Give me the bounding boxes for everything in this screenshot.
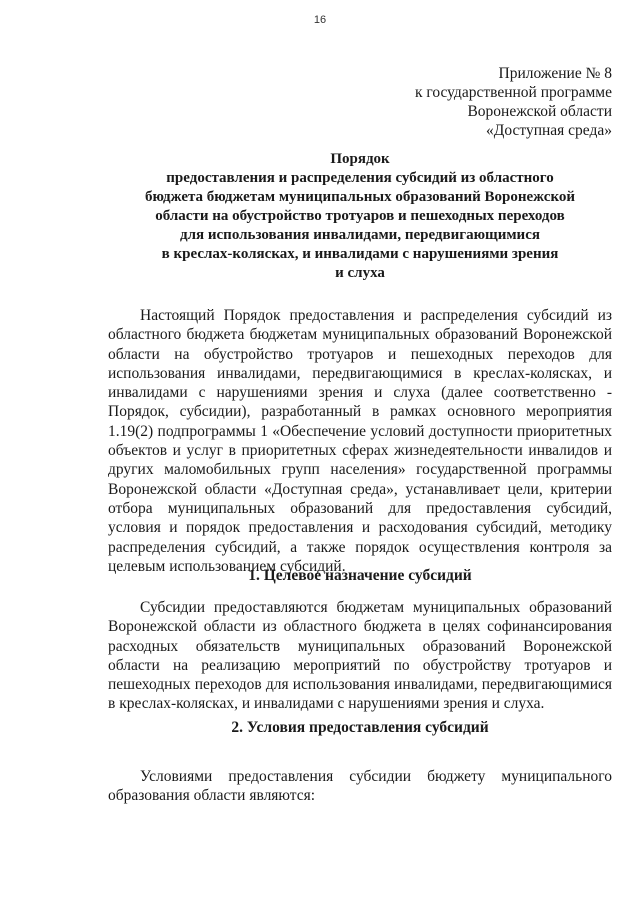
appendix-line: Приложение № 8 bbox=[498, 65, 612, 82]
title-line: области на обустройство тротуаров и пешеходных переходов bbox=[155, 208, 565, 224]
page-number: 16 bbox=[313, 14, 327, 26]
title-line: в креслах-колясках, и инвалидами с нарушениями зрения bbox=[161, 246, 559, 262]
section-paragraph-purpose: Субсидии предоставляются бюджетам муниципальных образований Воронежской области из областного бюджета в целях софинансирования расходных обязательств муниципальных образований Воронежской области на реализацию мероприятий по обустройству тротуаров и пешеходных переходов для использования инвалидами, передвигающимися в креслах-колясках, и инвалидами с нарушениями зрения и слуха. bbox=[108, 599, 612, 713]
section-heading-purpose: 1. Целевое назначение субсидий bbox=[248, 567, 472, 584]
appendix-line: «Доступная среда» bbox=[486, 122, 612, 139]
title-line: и слуха bbox=[335, 265, 385, 281]
intro-paragraph: Настоящий Порядок предоставления и распределения субсидий из областного бюджета бюджетам муниципальных образований Воронежской области на обустройство тротуаров и пешеходных переходов для использования инвалидами, передвигающимися в креслах-колясках, и инвалидами с нарушениями зрения и слуха (далее соответственно - Порядок, субсидии), разработанный в рамках основного мероприятия 1.19(2) подпрограммы 1 «Обеспечение условий доступности приоритетных объектов и услуг в приоритетных сферах жизнедеятельности инвалидов и других маломобильных групп населения» государственной программы Воронежской области «Доступная среда», устанавливает цели, критерии отбора муниципальных образований для предоставления субсидий, условия и порядок предоставления и расходования субсидий, методику распределения субсидий, а также порядок осуществления контроля за целевым использованием субсидий. bbox=[108, 307, 612, 575]
appendix-line: Воронежской области bbox=[467, 103, 612, 120]
appendix-caption bbox=[415, 64, 612, 140]
title-line: предоставления и распределения субсидий из областного bbox=[166, 170, 554, 186]
section-paragraph-conditions: Условиями предоставления субсидии бюджету муниципального образования области являются: bbox=[108, 768, 612, 805]
title-line: бюджета бюджетам муниципальных образований Воронежской bbox=[144, 189, 576, 205]
title-line: для использования инвалидами, передвигающимися bbox=[180, 227, 540, 243]
document-title bbox=[100, 150, 620, 283]
title-line: Порядок bbox=[330, 151, 390, 167]
section-heading-conditions: 2. Условия предоставления субсидий bbox=[231, 719, 489, 736]
appendix-line: к государственной программе bbox=[414, 84, 612, 101]
